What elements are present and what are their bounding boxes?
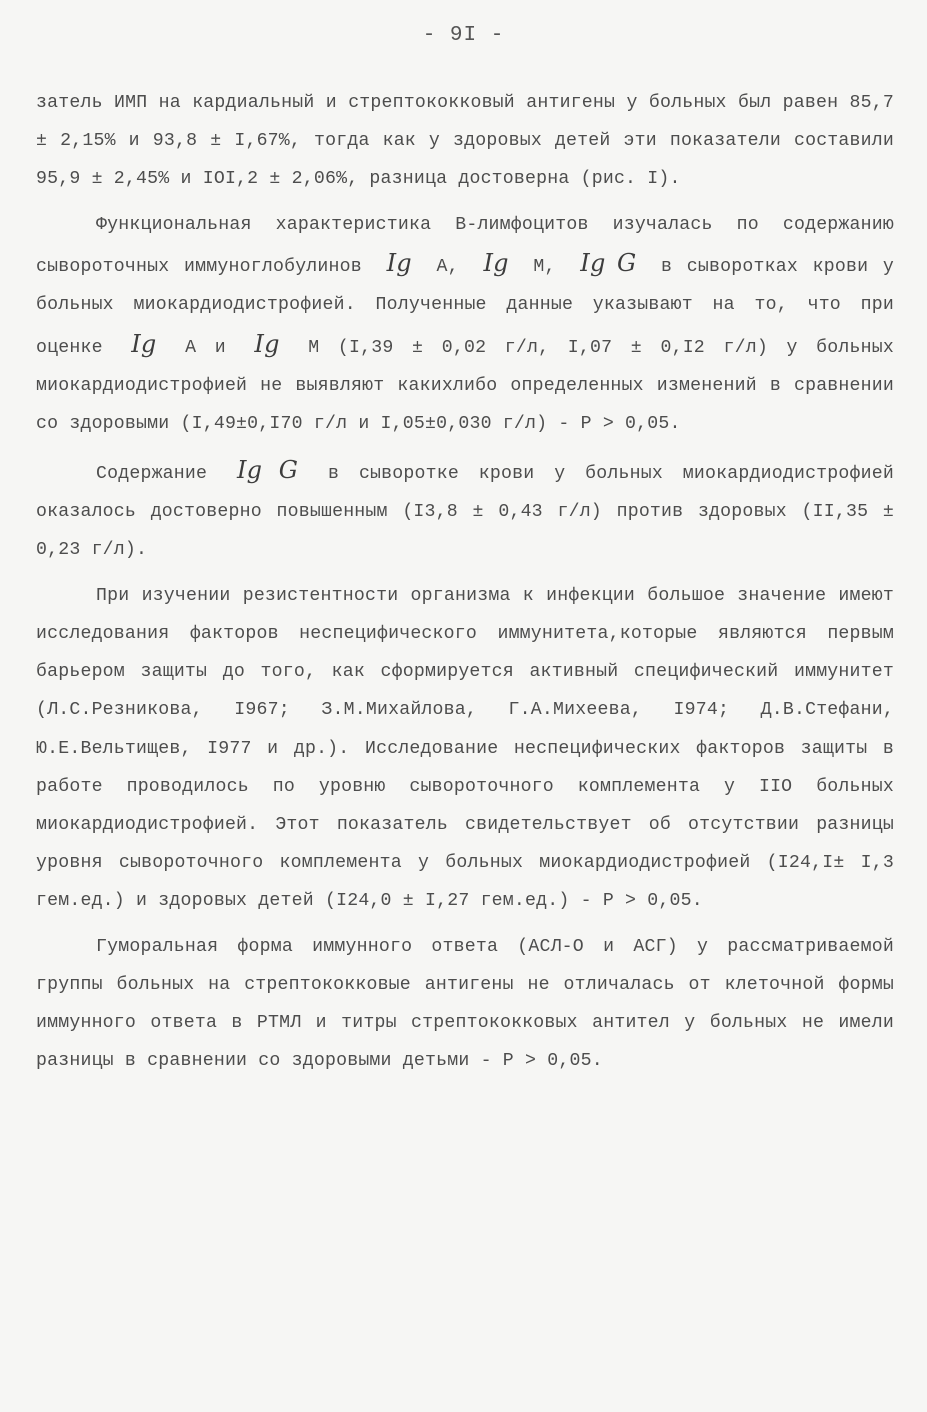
paragraph-text: в сыворотках крови у больных миокардиодистрофией. Полученные данные указывают на то, что при оценке xyxy=(36,257,894,358)
page-number: - 9I - xyxy=(422,24,505,47)
immunoglobulin-symbol: Ig G xyxy=(236,455,299,484)
immunoglobulin-symbol: Ig xyxy=(254,329,280,358)
paragraph-text: M (I,39 ± 0,02 г/л, I,07 ± 0,I2 г/л) у больных миокардиодистрофией не выявляют какихлибо определенных изменений в сравнении со здоровыми (I,49±0,I70 г/л и I,05±0,030 г/л) - P > 0,05. xyxy=(36,337,894,434)
body-text xyxy=(36,84,894,1088)
paragraph-text: Функциональная характеристика В-лимфоцитов изучалась по содержанию сывороточных иммуноглобулинов xyxy=(36,215,894,278)
paragraph-text: в сыворотке крови у больных миокардиодистрофией оказалось достоверно повышенным (I3,8 ± 0,43 г/л) против здоровых (II,35 ± 0,23 г/л). xyxy=(36,463,894,561)
immunoglobulin-symbol: Ig xyxy=(386,249,412,278)
paragraph-4 xyxy=(36,577,894,920)
paragraph-text: Содержание xyxy=(96,463,227,484)
paragraph-2 xyxy=(36,206,894,443)
paragraph-text: При изучении резистентности организма к инфекции большое значение имеют исследования факторов неспецифического иммунитета,которые являются первым барьером защиты до того, как сформируется активный специфический иммунитет (Л.С.Резникова, I967; З.М.Михайлова, Г.А.Михеева, I974; Д.В.Стефани, Ю.Е.Вельтищев, I977 и др.). Исследование неспецифических факторов защиты в работе проводилось по уровню сывороточного комплемента у IIO больных миокардиодистрофией. Этот показатель свидетельствует об отсутствии разницы уровня сывороточного комплемента у больных миокардиодистрофией (I24,I± I,3 гем.ед.) и здоровых детей (I24,0 ± I,27 гем.ед.) - P > 0,05. xyxy=(36,586,894,911)
immunoglobulin-symbol: Ig G xyxy=(580,249,637,278)
immunoglobulin-symbol: Ig xyxy=(131,329,157,358)
paragraph-5 xyxy=(36,928,894,1080)
paragraph-text: M, xyxy=(518,257,571,278)
immunoglobulin-symbol: Ig xyxy=(483,249,509,278)
paragraph-3 xyxy=(36,451,894,569)
paragraph-text: затель ИМП на кардиальный и стрептококковый антигены у больных был равен 85,7 ± 2,15% и 93,8 ± I,67%, тогда как у здоровых детей эти показатели составили 95,9 ± 2,45% и IOI,2 ± 2,06%, разница достоверна (рис. I). xyxy=(36,93,894,190)
paragraph-text: A, xyxy=(421,257,474,278)
paragraph-text: A и xyxy=(166,337,245,358)
paragraph-1 xyxy=(36,84,894,198)
paragraph-text: Гуморальная форма иммунного ответа (АСЛ-О и АСГ) у рассматриваемой группы больных на стрептококковые антигены не отличалась от клеточной формы иммунного ответа в РТМЛ и титры стрептококковых антител у больных не имели разницы в сравнении со здоровыми детьми - P > 0,05. xyxy=(36,936,894,1072)
